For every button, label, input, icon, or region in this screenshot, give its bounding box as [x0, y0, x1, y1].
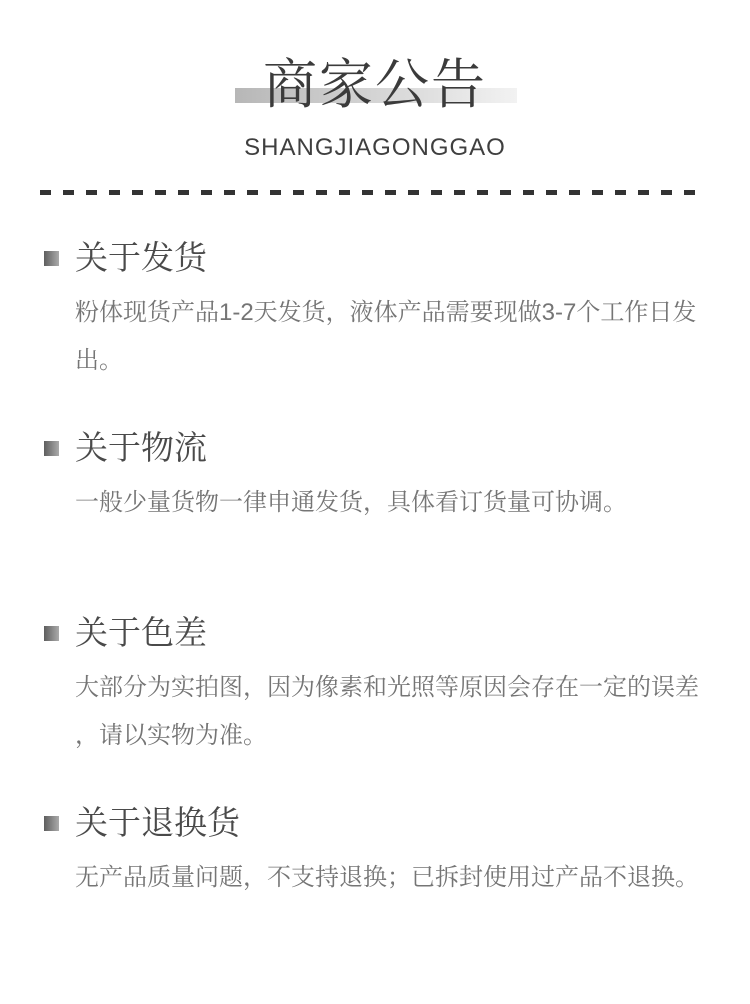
header — [0, 0, 750, 160]
section-body: 粉体现货产品1-2天发货，液体产品需要现做3-7个工作日发出。 — [75, 299, 697, 374]
section-title: 关于色差 — [75, 614, 207, 651]
notice-section — [44, 430, 710, 527]
section-title: 关于物流 — [75, 429, 207, 466]
section-title: 关于发货 — [75, 239, 207, 276]
section-heading-row — [44, 615, 710, 651]
notice-section — [44, 805, 710, 902]
dashed-divider — [40, 190, 705, 195]
section-heading-row — [44, 240, 710, 276]
square-bullet-icon — [44, 626, 59, 641]
section-title: 关于退换货 — [75, 804, 240, 841]
square-bullet-icon — [44, 816, 59, 831]
notice-section — [44, 240, 710, 385]
section-body: 无产品质量问题，不支持退换；已拆封使用过产品不退换。 — [75, 864, 699, 891]
page-subtitle: SHANGJIAGONGGAO — [244, 134, 506, 161]
square-bullet-icon — [44, 441, 59, 456]
section-heading-row — [44, 430, 710, 466]
square-bullet-icon — [44, 251, 59, 266]
section-body: 一般少量货物一律申通发货，具体看订货量可协调。 — [75, 489, 627, 516]
announcement-sections — [0, 240, 750, 902]
section-heading-row — [44, 805, 710, 841]
notice-section — [44, 615, 710, 760]
section-body: 大部分为实拍图，因为像素和光照等原因会存在一定的误差，请以实物为准。 — [75, 674, 699, 749]
page-title: 商家公告 — [263, 55, 487, 115]
